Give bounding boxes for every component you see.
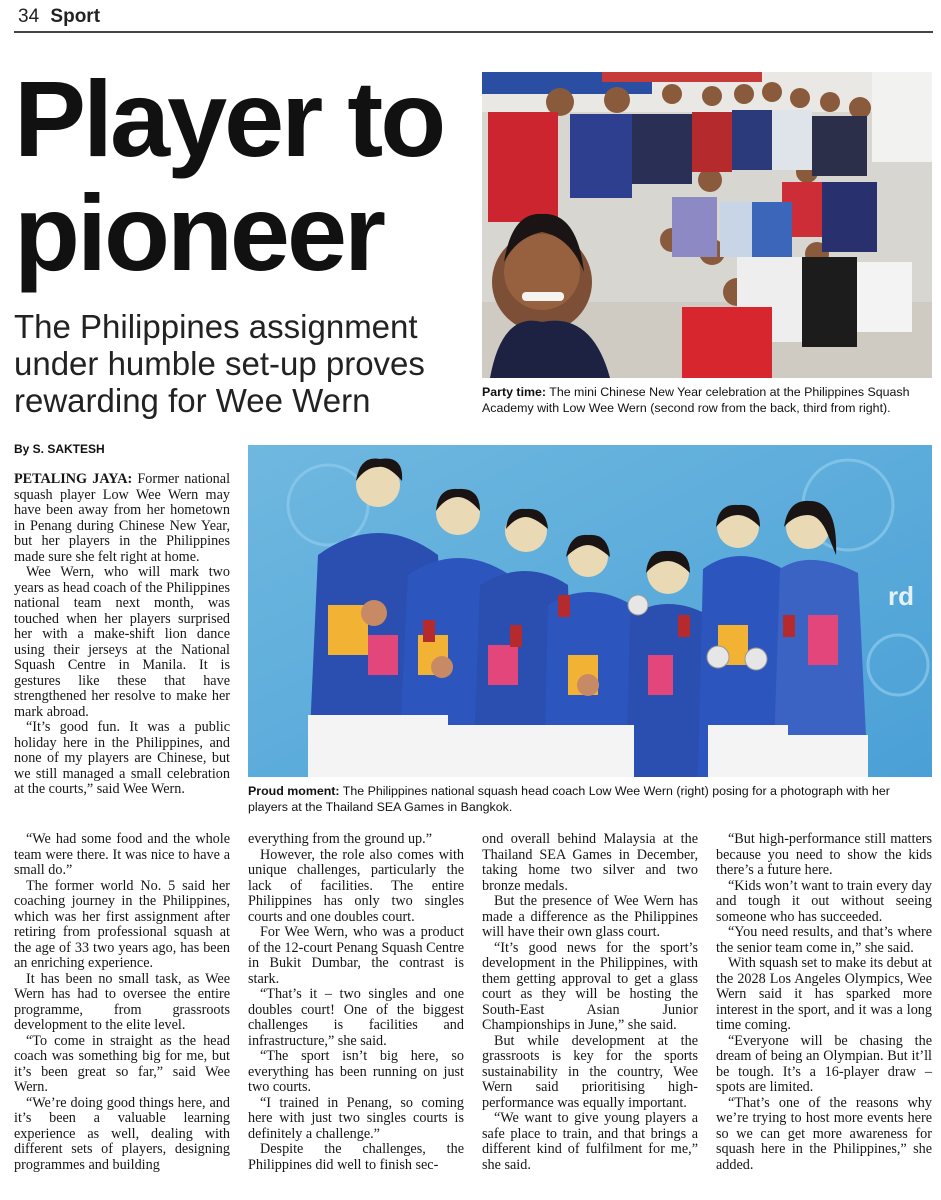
party-photo [482,72,932,378]
paragraph: “But high-performance still matters because you need to show the kids there’s a future here. [716,831,932,878]
paragraph: “I trained in Penang, so coming here with just two singles courts is definitely a challenge.” [248,1094,464,1142]
paragraph: But the presence of Wee Wern has made a difference as the Philippines will have their own glass court. [482,893,698,940]
paragraph: “We had some food and the whole team were there. It was nice to have a small do.” [14,831,230,878]
paragraph: With squash set to make its debut at the 2028 Los Angeles Olympics, Wee Wern said it has sparked more interest in the sport, and it was a long time coming. [716,955,932,1033]
caption-label: Party time: [482,385,547,399]
paragraph: “We’re doing good things here, and it’s been a valuable learning experience as well, dealing with different sets of players, designing programmes and building [14,1094,230,1173]
paragraph: “It’s good fun. It was a public holiday here in the Philippines, and none of my players are Chinese, but we still managed a small celebration at the courts,” said Wee Wern. [14,719,230,797]
paragraph: But while development at the grassroots is key for the sports sustainability in the country, Wee Wern said prioritising high-performance was equally important. [482,1032,698,1111]
body-column-2 [248,832,464,1173]
paragraph: “Kids won’t want to train every day and tough it out without seeing someone who has succeeded. [716,877,932,925]
paragraph: The former world No. 5 said her coaching journey in the Philippines, which was her first assignment after retiring from professional squash at the age of 33 two years ago, has been an enriching experience. [14,877,230,971]
page-folio [18,6,100,30]
paragraph: It has been no small task, as Wee Wern has had to oversee the entire programme, from grassroots development to the elite level. [14,970,230,1033]
paragraph: “That’s it – two singles and one doubles court! One of the biggest challenges is facilities and infrastructure,” she said. [248,986,464,1049]
byline: By S. SAKTESH [14,442,105,456]
paragraph: “To come in straight as the head coach was something big for me, but it’s been great so far,” said Wee Wern. [14,1032,230,1095]
body-column-1-top [14,472,230,798]
paragraph: “It’s good news for the sport’s development in the Philippines, with them getting approval to get a glass court as they will be hosting the South-East Asian Junior Championships in June,” she said. [482,939,698,1033]
party-photo-caption [482,385,932,416]
paragraph: “The sport isn’t big here, so everything has been running on just two courts. [248,1048,464,1095]
folio-rule [14,31,933,33]
caption-text: The mini Chinese New Year celebration at the Philippines Squash Academy with Low Wee Wern (second row from the back, third from right). [482,385,910,415]
paragraph: “We want to give young players a safe place to train, and that brings a different kind of fulfilment for me,” she said. [482,1110,698,1173]
section-name: Sport [50,6,101,27]
svg-text:rd: rd [888,581,914,611]
paragraph: For Wee Wern, who was a product of the 12-court Penang Squash Centre in Bukit Dumbar, the contrast is stark. [248,924,464,987]
page-number: 34 [18,6,40,27]
body-column-1 [14,832,230,1173]
paragraph: “Everyone will be chasing the dream of being an Olympian. But it’ll be tough. It’s a 16-player draw – spots are limited. [716,1032,932,1095]
caption-label: Proud moment: [248,784,340,798]
paragraph: everything from the ground up.” [248,831,432,847]
paragraph: “You need results, and that’s where the senior team come in,” she said. [716,924,932,956]
body-column-3 [482,832,698,1173]
proud-photo-caption [248,784,932,815]
paragraph: Wee Wern, who will mark two years as head coach of the Philippines national team next month, was touched when her players surprised her with a make-shift lion dance using their jerseys at the National Squash Centre in Manila. It is gestures like these that have strengthened her resolve to make her mark abroad. [14,564,230,720]
paragraph: Despite the challenges, the Philippines did well to finish sec- [248,1141,464,1173]
dateline: PETALING JAYA: [14,471,133,487]
lead-text: Former national squash player Low Wee Wern may have been away from her hometown in Penang during Chinese New Year, but her players in the Philippines made sure she felt right at home. [14,471,231,565]
headline: Player to pioneer [14,58,444,293]
deck: The Philippines assignment under humble set-up proves rewarding for Wee Wern [14,308,425,419]
proud-photo [248,445,932,777]
caption-text: The Philippines national squash head coach Low Wee Wern (right) posing for a photograph with her players at the Thailand SEA Games in Bangkok. [248,784,890,814]
lead-paragraph [14,472,230,565]
paragraph: “That’s one of the reasons why we’re trying to host more events here so we can get more awareness for squash here in the Philippines,” she added. [716,1094,932,1173]
body-column-4 [716,832,932,1173]
paragraph: However, the role also comes with unique challenges, particularly the lack of facilities. The entire Philippines has only two singles courts and one doubles court. [248,846,464,925]
paragraph: ond overall behind Malaysia at the Thailand SEA Games in December, taking home two silver and two bronze medals. [482,831,698,894]
